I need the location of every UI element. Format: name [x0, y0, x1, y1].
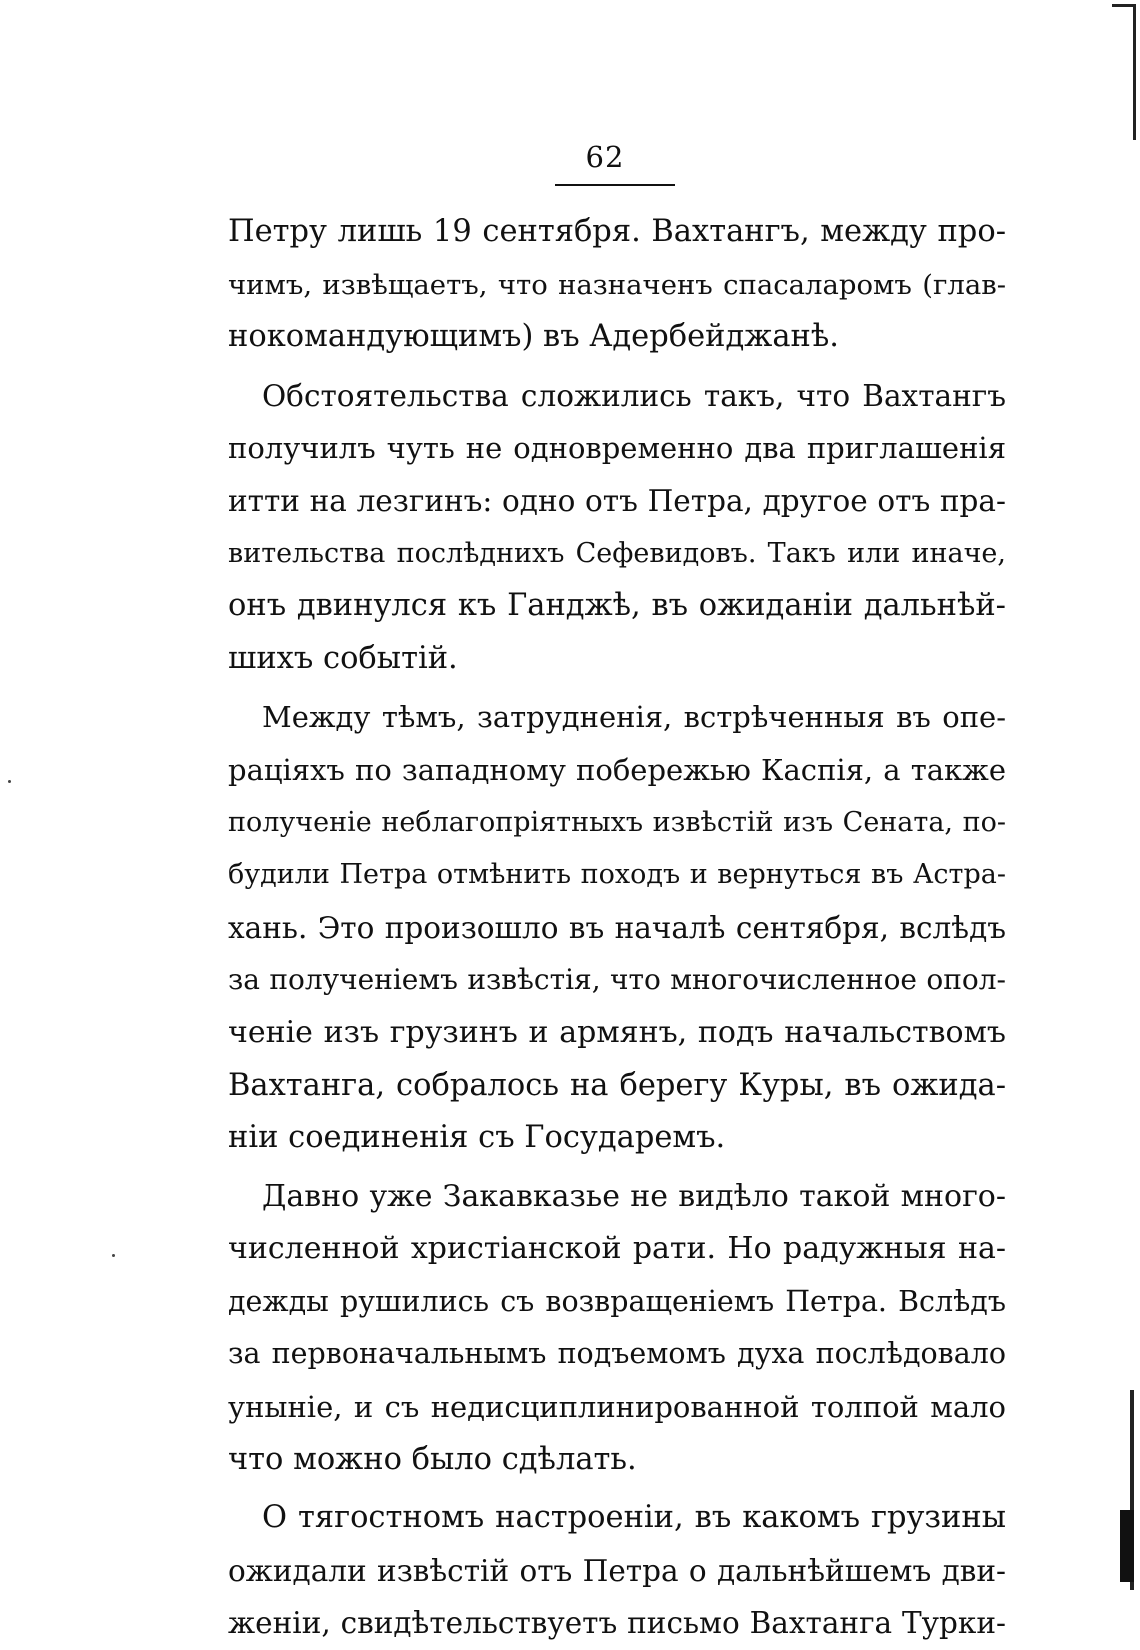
body-text [228, 206, 1006, 1650]
text-line: итти на лезгинъ: одно отъ Петра, другое отъ пра- [228, 483, 1006, 518]
page-number: 62 [585, 140, 625, 174]
text-line: за первоначальнымъ подъемомъ духа послѣдовало [228, 1337, 1006, 1371]
text-line: численной христіанской рати. Но радужныя на- [228, 1231, 1006, 1267]
scan-speck [112, 1254, 115, 1257]
text-line: ченіе изъ грузинъ и армянъ, подъ начальствомъ [228, 1014, 1006, 1050]
text-line: Петру лишь 19 сентября. Вахтангъ, между про- [228, 214, 1006, 249]
text-line: нокомандующимъ) въ Адербейджанѣ. [228, 319, 839, 355]
text-line: хань. Это произошло въ началѣ сентября, вслѣдъ [228, 910, 1006, 945]
text-line: Обстоятельства сложились такъ, что Вахтангъ [262, 378, 1006, 413]
text-line: шихъ событій. [228, 640, 458, 676]
text-line: что можно было сдѣлать. [228, 1441, 637, 1477]
text-line: за полученіемъ извѣстія, что многочисленное опол- [228, 963, 1006, 997]
text-line: онъ двинулся къ Ганджѣ, въ ожиданіи дальнѣй- [228, 588, 1006, 624]
text-line: вительства послѣднихъ Сефевидовъ. Такъ или иначе, [228, 537, 1006, 569]
scan-speck [8, 780, 11, 783]
text-line: дежды рушились съ возвращеніемъ Петра. Вслѣдъ [228, 1284, 1006, 1318]
text-line: чимъ, извѣщаетъ, что назначенъ спасаларомъ (глав- [228, 268, 1006, 301]
scan-edge-mark [1120, 1510, 1134, 1582]
scan-edge-line [1133, 10, 1136, 140]
text-line: получилъ чуть не одновременно два приглашенія [228, 431, 1006, 466]
header-rule [555, 184, 675, 186]
text-line: уныніе, и съ недисциплинированной толпой мало [228, 1390, 1006, 1425]
text-line: будили Петра отмѣнить походъ и вернуться въ Астра- [228, 859, 1006, 891]
text-line: Давно уже Закавказье не видѣло такой много- [262, 1178, 1006, 1214]
text-line: ніи соединенія съ Государемъ. [228, 1120, 726, 1156]
text-line: Вахтанга, собралось на берегу Куры, въ ожида- [228, 1067, 1006, 1103]
text-line: полученіе неблагопріятныхъ извѣстій изъ Сената, по- [228, 806, 1006, 838]
text-line: О тягостномъ настроеніи, въ какомъ грузины [262, 1500, 1006, 1536]
text-line: раціяхъ по западному побережью Каспія, а также [228, 752, 1006, 787]
text-line: женіи, свидѣтельствуетъ письмо Вахтанга Турки- [228, 1606, 1006, 1641]
text-line: ожидали извѣстій отъ Петра о дальнѣйшемъ дви- [228, 1553, 1006, 1588]
text-line: Между тѣмъ, затрудненія, встрѣченныя въ опе- [262, 700, 1006, 735]
